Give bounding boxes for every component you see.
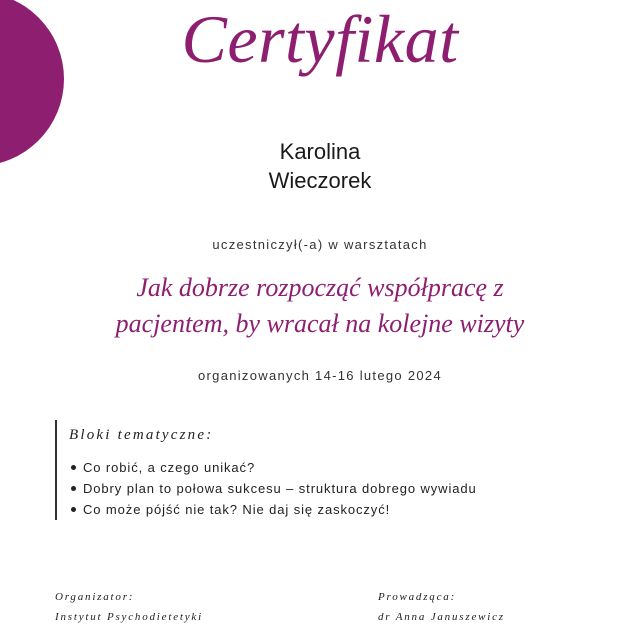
recipient-first-name: Karolina	[279, 139, 361, 164]
participation-text: uczestniczył(-a) w warsztatach	[212, 237, 428, 252]
list-item: Co robić, a czego unikać?	[69, 457, 595, 478]
thematic-blocks-heading: Bloki tematyczne:	[69, 427, 214, 443]
thematic-blocks-list	[69, 457, 595, 520]
organizer-name: Instytut Psychodietetyki	[55, 611, 203, 623]
organizer-label: Organizator:	[55, 591, 135, 603]
thematic-blocks	[55, 420, 595, 520]
workshop-title	[40, 270, 600, 342]
list-item: Co może pójść nie tak? Nie daj się zaskoczyć!	[69, 499, 595, 520]
list-item: Dobry plan to połowa sukcesu – struktura dobrego wywiadu	[69, 478, 595, 499]
certificate-title: Certyfikat	[181, 1, 459, 77]
workshop-title-line-1: Jak dobrze rozpocząć współpracę z	[136, 273, 504, 302]
workshop-dates: organizowanych 14-16 lutego 2024	[198, 368, 442, 383]
instructor-name: dr Anna Januszewicz	[378, 611, 505, 623]
instructor-label: Prowadząca:	[378, 591, 457, 603]
recipient-last-name: Wieczorek	[268, 168, 372, 193]
recipient-name	[0, 137, 640, 195]
workshop-title-line-2: pacjentem, by wracał na kolejne wizyty	[115, 309, 525, 338]
